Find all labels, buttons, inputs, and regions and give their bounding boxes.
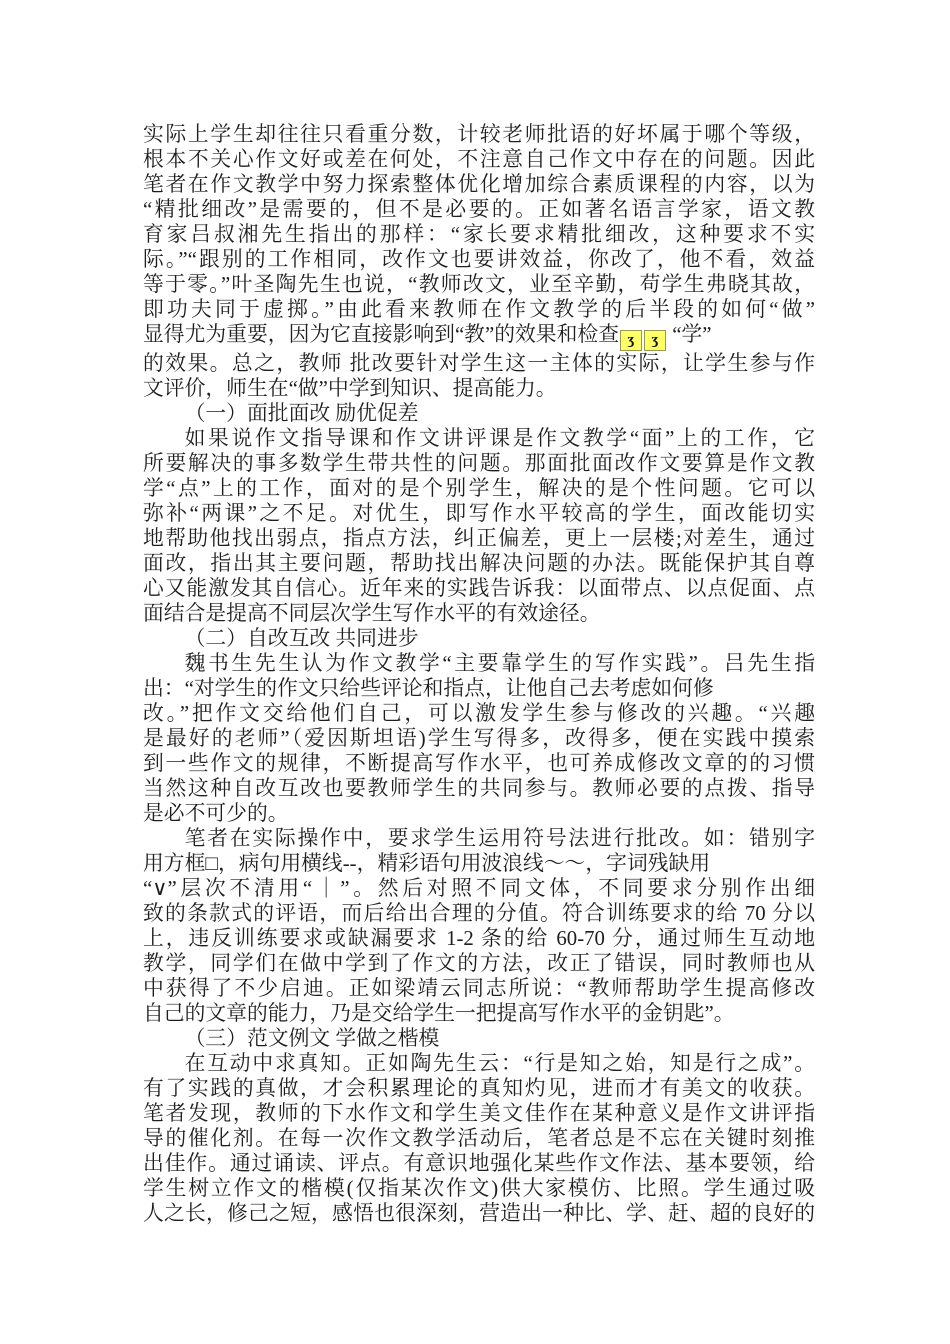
text-line: 是最好的老师”（爱因斯坦语)学生写得多，改得多，便在实践中摸索 xyxy=(143,727,815,750)
text-line: 笔者在实际操作中，要求学生运用符号法进行批改。如：错别字 xyxy=(184,827,815,850)
text-line: 等于零。”叶圣陶先生也说，“教师改文，业至辛勤，苟学生弗晓其故， xyxy=(143,273,815,296)
text-line: 在互动中求真知。正如陶先生云：“行是知之始，知是行之成”。 xyxy=(184,1052,815,1075)
text-line: 心又能激发其自信心。近年来的实践告诉我：以面带点、以点促面、点 xyxy=(143,577,815,600)
text-line: 笔者发现，教师的下水作文和学生美文佳作在某种意义是作文讲评指 xyxy=(143,1102,815,1125)
missing-glyph-highlight-icon: ʒ xyxy=(644,330,666,351)
text-line: 际。”“跟别的工作相同，改作文也要讲效益，你改了，他不看，效益 xyxy=(143,248,815,271)
text-line: 的效果。总之，教师 批改要针对学生这一主体的实际，让学生参与作 xyxy=(143,352,815,375)
text-line: 面结合是提高不同层次学生写作水平的有效途径。 xyxy=(143,602,601,625)
text-line: 是必不可少的。 xyxy=(143,802,289,825)
text-line: （三）范文例文 学做之楷模 xyxy=(184,1027,440,1050)
text-line: “∨”层次不清用“｜”。然后对照不同文体，不同要求分别作出细 xyxy=(143,877,815,900)
text-line: 弥补“两课”之不足。对优生，即写作水平较高的学生，面改能切实 xyxy=(143,502,815,525)
text-line: 用方框□，病句用横线--，精彩语句用波浪线～～，字词残缺用 xyxy=(143,852,711,875)
text-line: 上，违反训练要求或缺漏要求 1-2 条的给 60-70 分，通过师生互动地 xyxy=(143,927,815,950)
text-line: 中获得了不少启迪。正如梁靖云同志所说：“教师帮助学生提高修改 xyxy=(143,977,815,1000)
text-line: 魏书生先生认为作文教学“主要靠学生的写作实践”。吕先生指 xyxy=(184,652,815,675)
text-block xyxy=(143,122,815,1226)
text-line: （二）自改互改 共同进步 xyxy=(184,627,419,650)
text-line: 根本不关心作文好或差在何处，不注意自己作文中存在的问题。因此 xyxy=(143,148,815,171)
text-line: 人之长，修己之短，感悟也很深刻，营造出一种比、学、赶、超的良好的 xyxy=(143,1202,815,1225)
text-line: 学生树立作文的楷模(仅指某次作文)供大家模仿、比照。学生通过吸 xyxy=(143,1177,815,1200)
text-line: 面改，指出其主要问题，帮助找出解决问题的办法。既能保护其自尊 xyxy=(143,552,815,575)
text-line: 出佳作。通过诵读、评点。有意识地强化某些作文作法、基本要领，给 xyxy=(143,1152,815,1175)
text-segment: 显得尤为重要，因为它直接影响到“教”的效果和检查 xyxy=(143,323,619,346)
text-line: 即功夫同于虚掷。”由此看来教师在作文教学的后半段的如何“做” xyxy=(143,298,815,321)
text-line: 实际上学生却往往只看重分数，计较老师批语的好坏属于哪个等级， xyxy=(143,123,815,146)
missing-glyph-highlight-icon: ʒ xyxy=(620,330,642,351)
text-line: 致的条款式的评语，而后给出合理的分值。符合训练要求的给 70 分以 xyxy=(143,902,815,925)
text-line xyxy=(143,322,815,351)
text-line: 学“点”上的工作，面对的是个别学生，解决的是个性问题。它可以 xyxy=(143,477,815,500)
text-line: 所要解决的事多数学生带共性的问题。那面批面改作文要算是作文教 xyxy=(143,452,815,475)
text-line: 自己的文章的能力，乃是交给学生一把提高写作水平的金钥匙”。 xyxy=(143,1002,735,1025)
text-line: 导的催化剂。在每一次作文教学活动后，笔者总是不忘在关键时刻推 xyxy=(143,1127,815,1150)
text-line: 到一些作文的规律，不断提高写作水平，也可养成修改文章的的习惯 xyxy=(143,752,815,775)
text-line: 育家吕叔湘先生指出的那样：“家长要求精批细改，这种要求不实 xyxy=(143,223,815,246)
text-line: 出：“对学生的作文只给些评论和指点，让他自己去考虑如何修 xyxy=(143,677,714,700)
text-line: 文评价，师生在“做”中学到知识、提高能力。 xyxy=(143,377,557,400)
text-line: 当然这种自改互改也要教师学生的共同参与。教师必要的点拨、指导 xyxy=(143,777,815,800)
text-line: 笔者在作文教学中努力探索整体优化增加综合素质课程的内容，以为 xyxy=(143,173,815,196)
text-segment: “学” xyxy=(667,323,712,346)
text-line: 改。”把作文交给他们自己，可以激发学生参与修改的兴趣。“兴趣 xyxy=(143,702,815,725)
text-line: 有了实践的真做，才会积累理论的真知灼见，进而才有美文的收获。 xyxy=(143,1077,815,1100)
text-line: “精批细改”是需要的，但不是必要的。正如著名语言学家，语文教 xyxy=(143,198,815,221)
text-line: （一）面批面改 励优促差 xyxy=(184,402,419,425)
text-line: 教学，同学们在做中学到了作文的方法，改正了错误，同时教师也从 xyxy=(143,952,815,975)
text-line: 如果说作文指导课和作文讲评课是作文教学“面”上的工作，它 xyxy=(184,427,815,450)
text-line: 地帮助他找出弱点，指点方法，纠正偏差，更上一层楼;对差生，通过 xyxy=(143,527,815,550)
